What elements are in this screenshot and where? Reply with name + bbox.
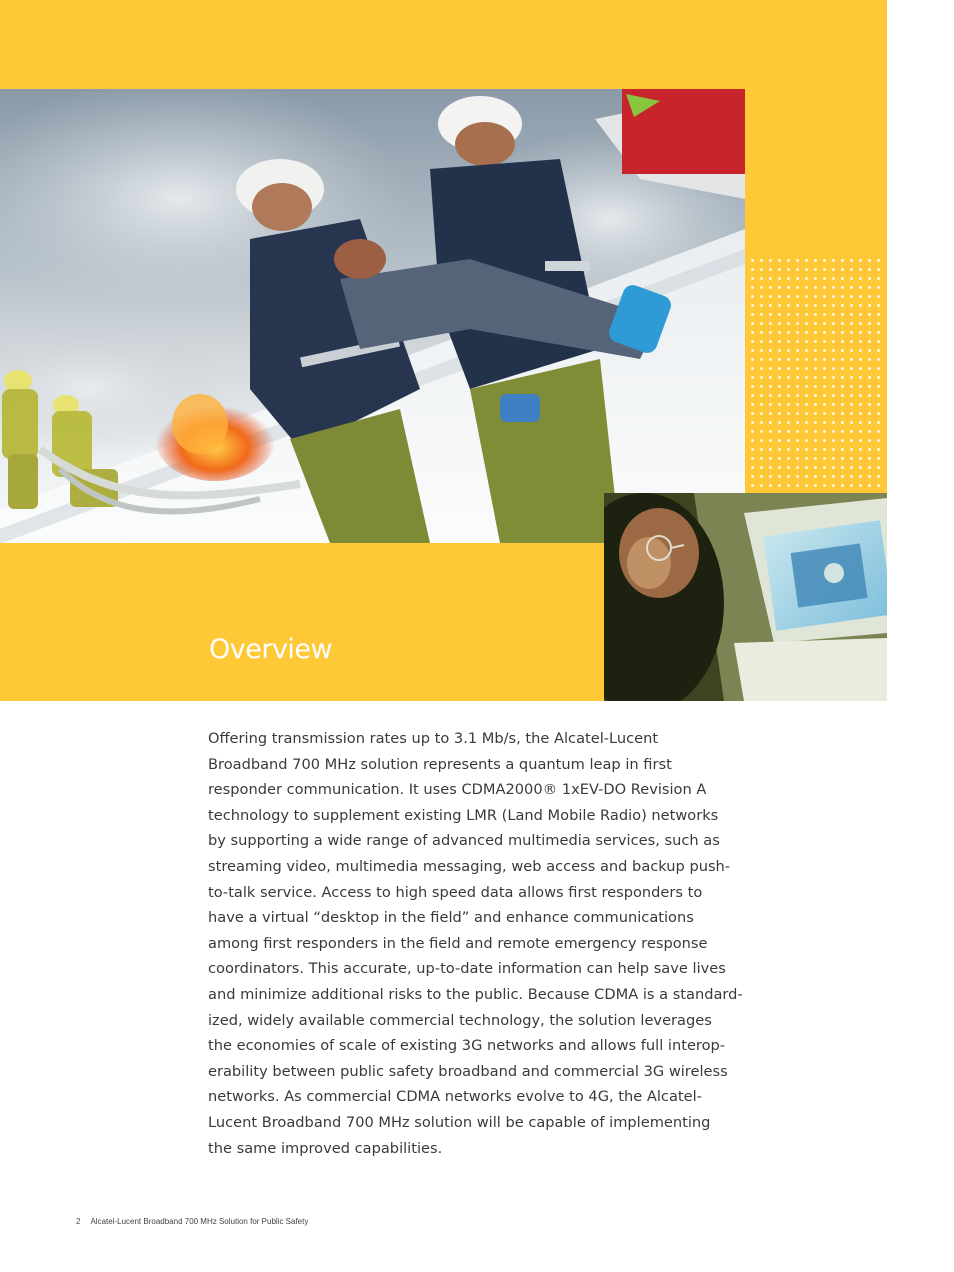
body-text-line: erability between public safety broadband and commercial 3G wireless (208, 1062, 728, 1080)
monitor-viewer-illustration (604, 493, 887, 701)
body-text-line: streaming video, multimedia messaging, web access and backup push- (208, 857, 731, 875)
page-footer (76, 1217, 308, 1226)
dot-pattern-decoration (748, 256, 884, 490)
body-text-line: coordinators. This accurate, up-to-date information can help save lives (208, 960, 726, 978)
heading-color-band (0, 543, 604, 701)
firefighters-rescue-illustration (0, 89, 745, 543)
page-number: 2 (76, 1217, 81, 1226)
body-text-line: responder communication. It uses CDMA2000® 1xEV-DO Revision A (208, 781, 707, 799)
body-text-line: to-talk service. Access to high speed data allows first responders to (208, 883, 703, 901)
body-text-line: by supporting a wide range of advanced multimedia services, such as (208, 832, 720, 850)
monitor-viewer-photo (604, 493, 887, 701)
firefighters-rescue-photo (0, 89, 745, 543)
body-text-line: Broadband 700 MHz solution represents a quantum leap in first (208, 755, 672, 773)
overview-body-text (208, 726, 750, 1161)
body-text-line: ized, widely available commercial technology, the solution leverages (208, 1011, 712, 1029)
top-color-band (0, 0, 887, 89)
body-text-line: the economies of scale of existing 3G networks and allows full interop- (208, 1037, 726, 1055)
body-text-line: and minimize additional risks to the public. Because CDMA is a standard- (208, 985, 743, 1003)
body-text-line: the same improved capabilities. (208, 1139, 443, 1157)
body-text-line: technology to supplement existing LMR (Land Mobile Radio) networks (208, 806, 719, 824)
section-heading: Overview (209, 634, 333, 665)
body-text-line: among first responders in the field and remote emergency response (208, 934, 708, 952)
footer-title: Alcatel-Lucent Broadband 700 MHz Solution for Public Safety (90, 1217, 309, 1226)
body-text-line: Offering transmission rates up to 3.1 Mb/s, the Alcatel-Lucent (208, 730, 659, 747)
body-text-line: networks. As commercial CDMA networks evolve to 4G, the Alcatel- (208, 1088, 702, 1106)
body-text-line: Lucent Broadband 700 MHz solution will be capable of implementing (208, 1113, 711, 1131)
body-text-line: have a virtual “desktop in the field” and enhance communications (208, 909, 694, 927)
